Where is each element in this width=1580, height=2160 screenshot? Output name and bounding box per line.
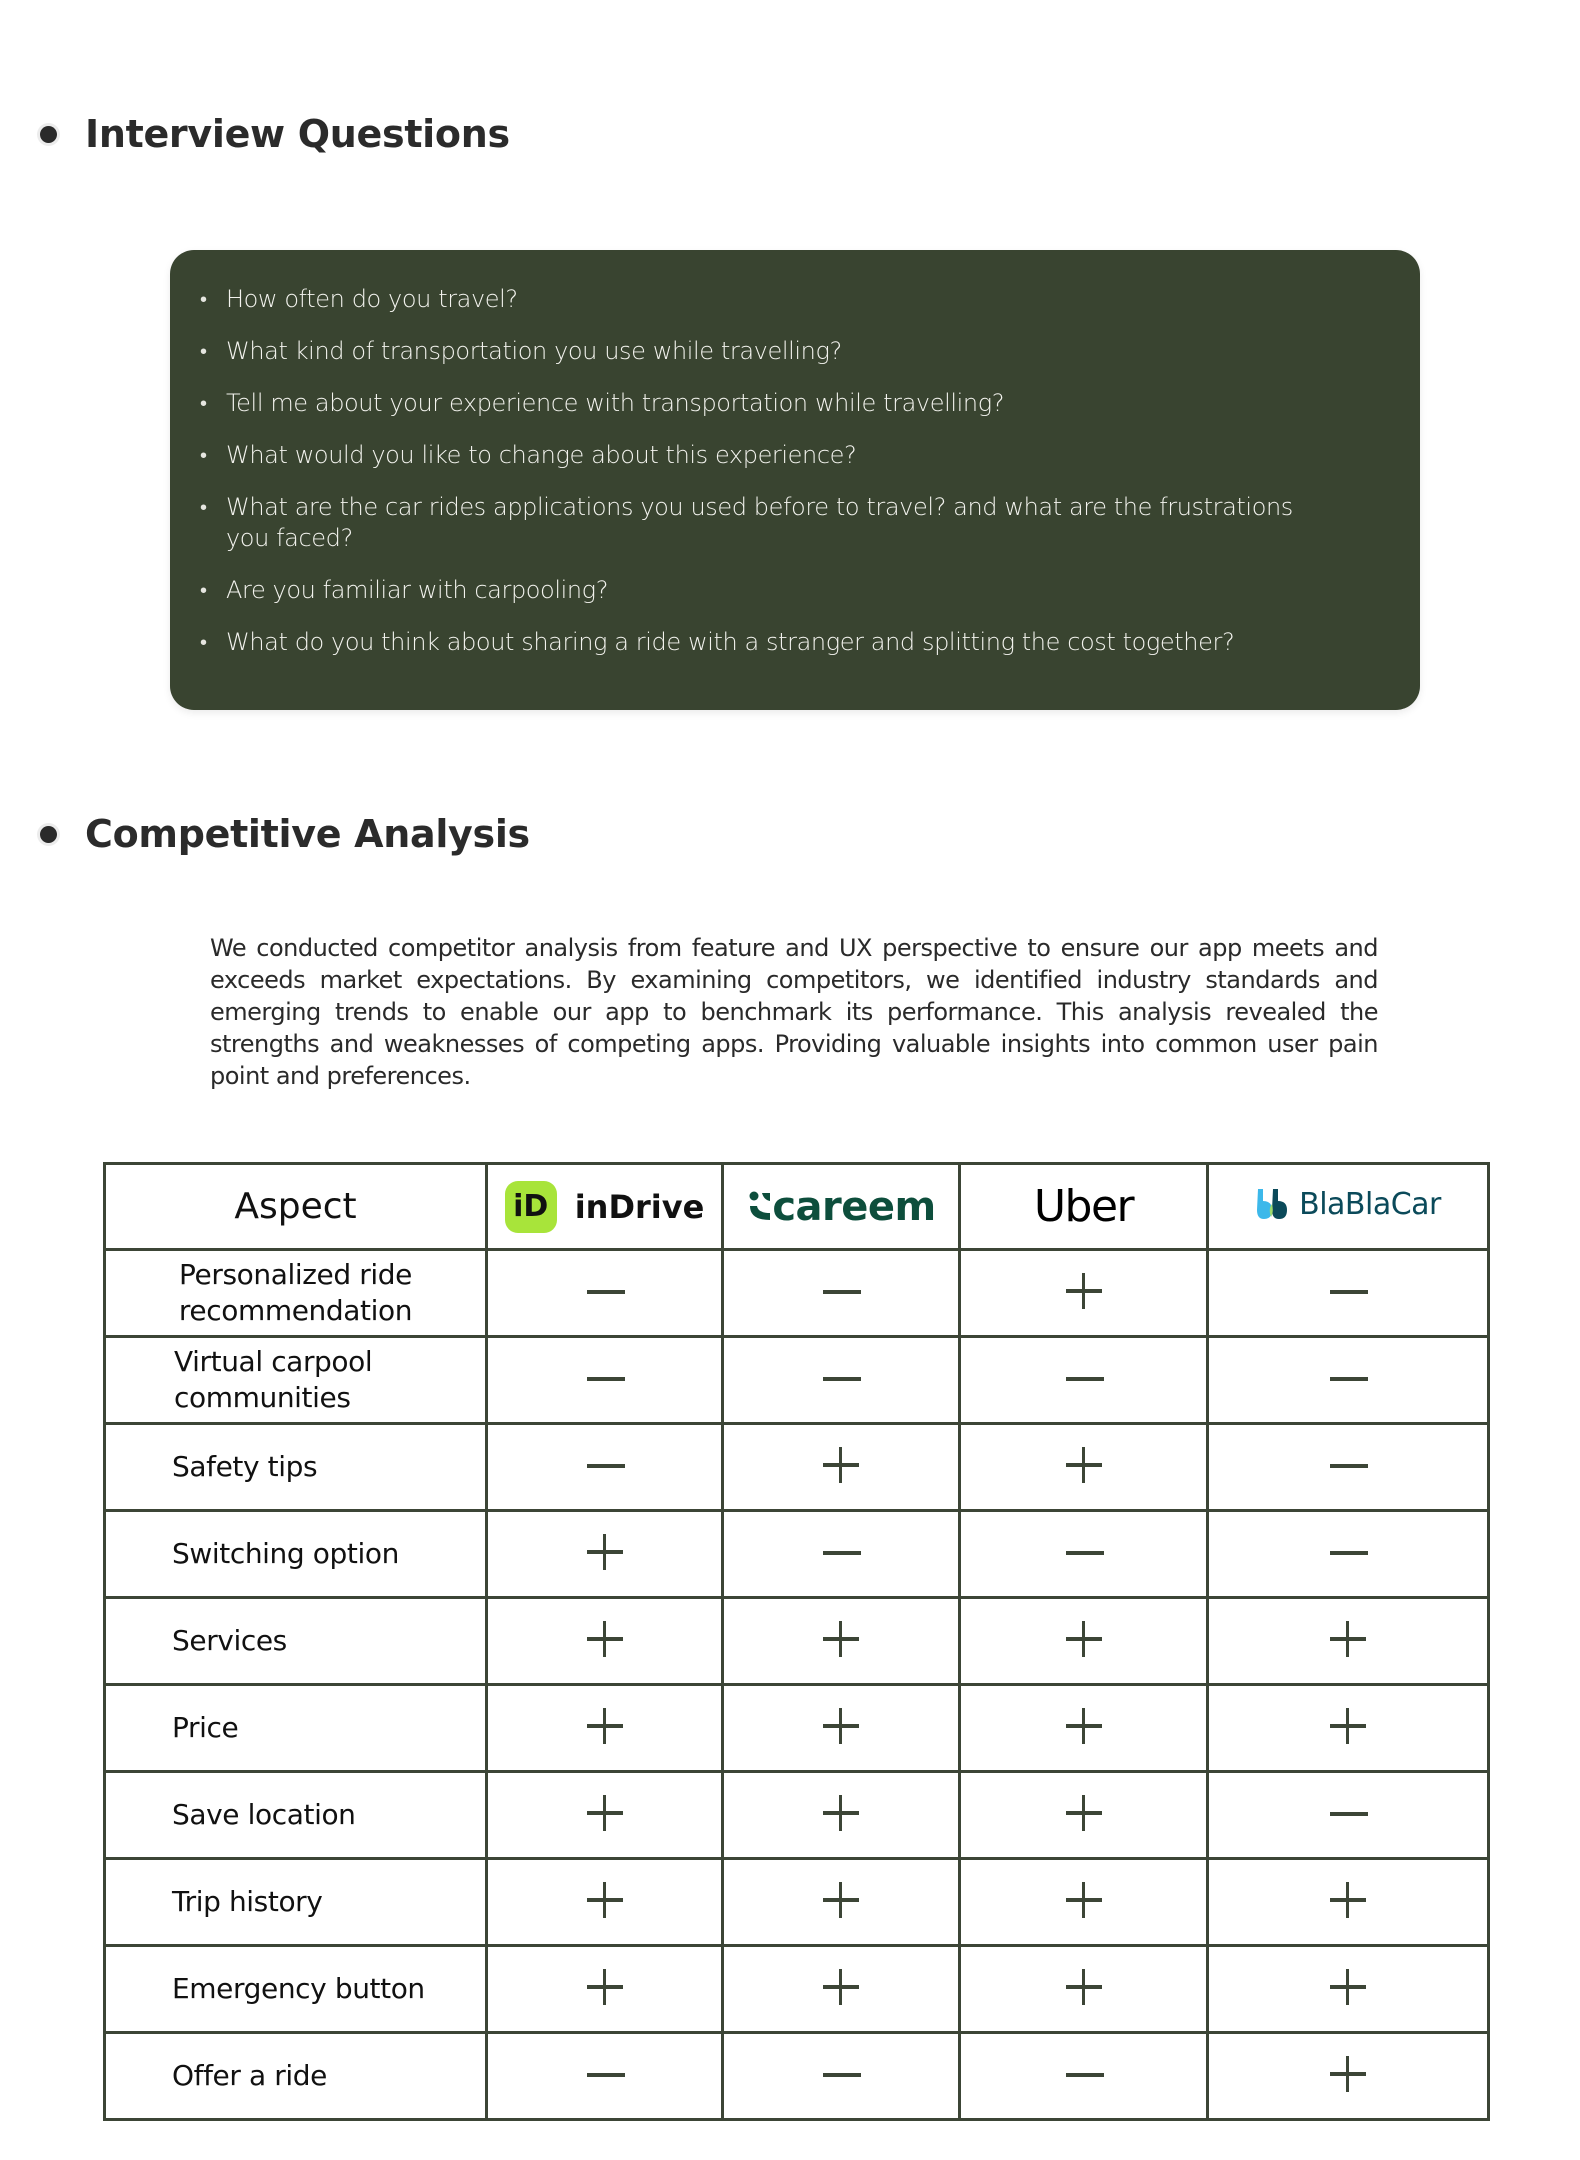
section-title: Interview Questions: [85, 112, 510, 156]
indrive-badge-icon: iD: [505, 1181, 557, 1233]
plus-icon: [823, 1969, 859, 2005]
plus-icon: [1066, 1273, 1102, 1309]
cell-blablacar: [1208, 1337, 1489, 1424]
table-row: [105, 1859, 1489, 1946]
cell-careem: [723, 1250, 960, 1337]
competitor-name: inDrive: [574, 1187, 705, 1226]
blablacar-logo-icon: [1255, 1187, 1441, 1222]
table-row: [105, 1685, 1489, 1772]
competitor-header-uber: [960, 1164, 1208, 1250]
question-item: [200, 388, 1340, 419]
cell-blablacar: [1208, 1772, 1489, 1859]
plus-icon: [1066, 1621, 1102, 1657]
cell-indrive: [487, 1772, 723, 1859]
plus-icon: [1066, 1969, 1102, 2005]
aspect-cell: Save location: [105, 1772, 487, 1859]
plus-icon: [587, 1708, 623, 1744]
cell-careem: [723, 1598, 960, 1685]
cell-careem: [723, 1685, 960, 1772]
table-row: [105, 1946, 1489, 2033]
minus-icon: [587, 1273, 623, 1309]
minus-icon: [823, 1273, 859, 1309]
cell-uber: [960, 2033, 1208, 2120]
question-item: [200, 336, 1340, 367]
cell-uber: [960, 1511, 1208, 1598]
question-item: [200, 440, 1340, 471]
question-item: [200, 492, 1340, 554]
question-item: [200, 575, 1340, 606]
cell-uber: [960, 1685, 1208, 1772]
plus-icon: [587, 1621, 623, 1657]
table-row: [105, 1772, 1489, 1859]
question-text: What kind of transportation you use while travelling?: [226, 337, 842, 365]
question-item: [200, 627, 1340, 658]
minus-icon: [823, 1534, 859, 1570]
uber-logo-icon: Uber: [1033, 1181, 1134, 1232]
aspect-cell: Emergency button: [105, 1946, 487, 2033]
table-row: [105, 1337, 1489, 1424]
question-text: Are you familiar with carpooling?: [226, 576, 609, 604]
aspect-cell: Switching option: [105, 1511, 487, 1598]
cell-indrive: [487, 2033, 723, 2120]
cell-blablacar: [1208, 1598, 1489, 1685]
bullet-icon: [40, 826, 57, 843]
minus-icon: [587, 1360, 623, 1396]
cell-careem: [723, 1337, 960, 1424]
plus-icon: [587, 1882, 623, 1918]
cell-blablacar: [1208, 1511, 1489, 1598]
plus-icon: [587, 1969, 623, 2005]
minus-icon: [1330, 1447, 1366, 1483]
plus-icon: [1066, 1882, 1102, 1918]
question-text: What do you think about sharing a ride with a stranger and splitting the cost together?: [226, 628, 1235, 656]
question-item: [200, 284, 1340, 315]
cell-uber: [960, 1250, 1208, 1337]
competitive-intro-paragraph: We conducted competitor analysis from feature and UX perspective to ensure our app meets and exceeds market expectations. By examining competitors, we identified industry standards and emerging trends to enable our app to benchmark its performance. This analysis revealed the strengths and weaknesses of competing apps. Providing valuable insights into common user pain point and preferences.: [210, 934, 1378, 1090]
cell-uber: [960, 1337, 1208, 1424]
aspect-cell: Price: [105, 1685, 487, 1772]
bullet-icon: •: [200, 391, 207, 415]
bullet-icon: •: [200, 287, 207, 311]
competitor-header-careem: [723, 1164, 960, 1250]
cell-blablacar: [1208, 1250, 1489, 1337]
minus-icon: [1066, 2056, 1102, 2092]
plus-icon: [1330, 1708, 1366, 1744]
plus-icon: [1330, 2056, 1366, 2092]
questions-list: [200, 284, 1340, 658]
table-row: [105, 1598, 1489, 1685]
plus-icon: [823, 1708, 859, 1744]
cell-careem: [723, 2033, 960, 2120]
interview-questions-heading: [40, 112, 510, 156]
cell-blablacar: [1208, 2033, 1489, 2120]
minus-icon: [823, 1360, 859, 1396]
plus-icon: [823, 1795, 859, 1831]
minus-icon: [1330, 1795, 1366, 1831]
cell-careem: [723, 1424, 960, 1511]
cell-indrive: [487, 1598, 723, 1685]
competitive-analysis-heading: [40, 812, 530, 856]
careem-smile-icon: [746, 1190, 772, 1224]
minus-icon: [1066, 1360, 1102, 1396]
bullet-icon: •: [200, 630, 207, 654]
cell-uber: [960, 1424, 1208, 1511]
table-row: [105, 1250, 1489, 1337]
competitor-name: careem: [772, 1183, 936, 1230]
cell-uber: [960, 1946, 1208, 2033]
table-row: [105, 2033, 1489, 2120]
aspect-cell: Safety tips: [105, 1424, 487, 1511]
table-row: [105, 1511, 1489, 1598]
plus-icon: [1330, 1882, 1366, 1918]
aspect-cell: Offer a ride: [105, 2033, 487, 2120]
plus-icon: [1330, 1621, 1366, 1657]
bullet-icon: [40, 126, 57, 143]
minus-icon: [587, 1447, 623, 1483]
cell-indrive: [487, 1511, 723, 1598]
plus-icon: [823, 1447, 859, 1483]
minus-icon: [1330, 1360, 1366, 1396]
aspect-cell: Services: [105, 1598, 487, 1685]
question-text: What are the car rides applications you used before to travel? and what are the frustrations you faced?: [226, 493, 1293, 552]
table-row: [105, 1424, 1489, 1511]
aspect-cell: Trip history: [105, 1859, 487, 1946]
cell-blablacar: [1208, 1946, 1489, 2033]
plus-icon: [587, 1534, 623, 1570]
bullet-icon: •: [200, 578, 207, 602]
cell-uber: [960, 1859, 1208, 1946]
cell-uber: [960, 1598, 1208, 1685]
cell-blablacar: [1208, 1685, 1489, 1772]
cell-careem: [723, 1946, 960, 2033]
plus-icon: [1066, 1447, 1102, 1483]
cell-blablacar: [1208, 1859, 1489, 1946]
competitor-header-indrive: [487, 1164, 723, 1250]
competitive-analysis-table: [103, 1162, 1490, 2121]
interview-questions-card: [170, 250, 1420, 710]
blablacar-quote-icon: [1255, 1187, 1295, 1221]
plus-icon: [1066, 1795, 1102, 1831]
minus-icon: [823, 2056, 859, 2092]
section-title: Competitive Analysis: [85, 812, 530, 856]
minus-icon: [1330, 1273, 1366, 1309]
bullet-icon: •: [200, 339, 207, 363]
plus-icon: [587, 1795, 623, 1831]
bullet-icon: •: [200, 495, 207, 519]
aspect-cell: Personalized ride recommendation: [105, 1250, 487, 1337]
cell-uber: [960, 1772, 1208, 1859]
question-text: How often do you travel?: [226, 285, 518, 313]
cell-indrive: [487, 1424, 723, 1511]
question-text: What would you like to change about this experience?: [226, 441, 857, 469]
aspect-cell: Virtual carpool communities: [105, 1337, 487, 1424]
plus-icon: [1330, 1969, 1366, 2005]
competitor-header-blablacar: [1208, 1164, 1489, 1250]
cell-blablacar: [1208, 1424, 1489, 1511]
competitor-name: BlaBlaCar: [1299, 1186, 1441, 1222]
cell-indrive: [487, 1859, 723, 1946]
cell-careem: [723, 1772, 960, 1859]
cell-indrive: [487, 1250, 723, 1337]
minus-icon: [587, 2056, 623, 2092]
table-header-row: [105, 1164, 1489, 1250]
minus-icon: [1330, 1534, 1366, 1570]
cell-careem: [723, 1859, 960, 1946]
cell-careem: [723, 1511, 960, 1598]
cell-indrive: [487, 1946, 723, 2033]
indrive-logo-icon: [505, 1181, 705, 1233]
cell-indrive: [487, 1337, 723, 1424]
minus-icon: [1066, 1534, 1102, 1570]
careem-logo-icon: [746, 1184, 935, 1230]
cell-indrive: [487, 1685, 723, 1772]
plus-icon: [823, 1621, 859, 1657]
plus-icon: [823, 1882, 859, 1918]
aspect-header: Aspect: [105, 1164, 487, 1250]
plus-icon: [1066, 1708, 1102, 1744]
question-text: Tell me about your experience with transportation while travelling?: [226, 389, 1005, 417]
bullet-icon: •: [200, 443, 207, 467]
